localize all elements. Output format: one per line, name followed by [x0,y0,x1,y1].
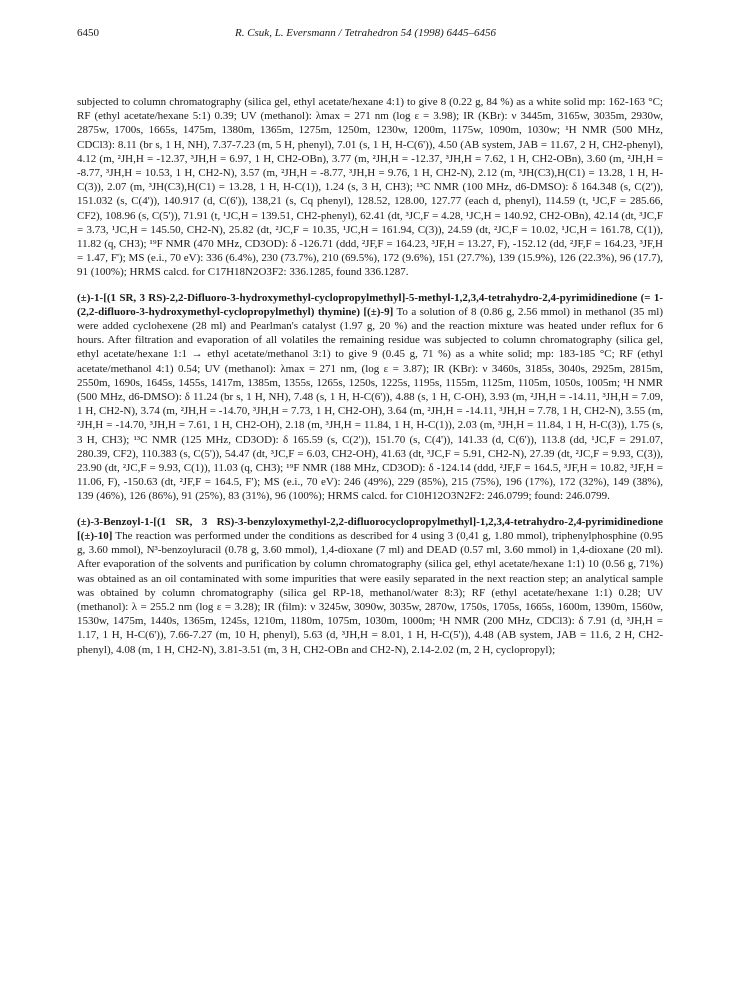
page-header [0,27,731,47]
paragraph-compound-8 [77,95,663,280]
paragraph-text: To a solution of 8 (0.86 g, 2.56 mmol) in methanol (35 ml) were added cyclohexene (28 ml) and Pearlman's catalyst (1.97 g, 20 %) and the reaction mixture was heated under reflux for 6 hours. After filtration and evaporation of all volatiles the remaining residue was subjected to column chromatography (silica gel, ethyl acetate/hexane 1:1 → ethyl acetate/methanol 3:1) to give 9 (0.45 g, 71 %) as a white solid; mp: 183-185 °C; RF (ethyl acetate/methanol 4:1) 0.54; UV (methanol): λmax = 271 nm, (log ε = 3.87); IR (KBr): ν 3460s, 3185s, 3040s, 2925m, 2815m, 2550m, 1690s, 1645s, 1455s, 1417m, 1385m, 1355s, 1265s, 1250s, 1225s, 1195s, 1155m, 1125m, 1105m, 1050s, 1005m; ¹H NMR (500 MHz, d6-DMSO): δ 11.24 (br s, 1 H, NH), 7.48 (s, 1 H, H-C(6')), 4.88 (s, 1 H, C-OH), 3.93 (m, ²JH,H = -14.11, ³JH,H = 7.09, 1 H, CH2-N), 3.74 (m, ²JH,H = -14.70, ³JH,H = 7.73, 1 H, CH2-OH), 3.64 (m, ²JH,H = -14.11, ³JH,H = 7.78, 1 H, CH2-N), 3.55 (m, ²JH,H = -14.70, ³JH,H = 7.61, 1 H, CH2-OH), 2.18 (m, ³JH,H = 11.84, 1 H, H-C(1)), 2.03 (m, ³JH,H = 11.84, 1 H, H-C(3)), 1.75 (s, 3 H, CH3); ¹³C NMR (125 MHz, CD3OD): δ 165.59 (s, C(2')), 151.70 (s, C(4')), 141.33 (d, C(6')), 113.8 (dd, ¹JC,F = 291.07, 280.39, CF2), 110.383 (s, C(5')), 54.47 (dt, ³JC,F = 6.03, CH2-OH), 41.63 (dt, ³JC,F = 5.91, CH2-N), 27.39 (dt, ²JC,F = 9.93, C(3)), 23.90 (dt, ²JC,F = 9.93, C(1)), 11.03 (q, CH3); ¹⁹F NMR (188 MHz, CD3OD): δ -124.14 (ddd, ²JF,F = 164.5, ³JF,H = 10.82, ³JF,H = 11.06, F), -150.63 (dt, ²JF,F = 164.5, F'); MS (e.i., 70 eV): 246 (49%), 229 (85%), 215 (75%), 196 (17%), 172 (32%), 149 (38%), 139 (46%), 126 (86%), 91 (25%), 83 (31%), 96 (100%); HRMS calcd. for C10H12O3N2F2: 246.0799; found: 246.0799. [77,305,664,503]
paragraph-text: subjected to column chromatography (silica gel, ethyl acetate/hexane 4:1) to give 8 (0.22 g, 84 %) as a white solid mp: 162-163 °C; RF (ethyl acetate/hexane 5:1) 0.39; UV (methanol): λmax = 271 nm (log ε = 3.98); IR (KBr): ν 3445m, 3165w, 3035m, 2930w, 2875w, 1700s, 1665s, 1475m, 1380m, 1365m, 1275m, 1250m, 1230w, 1200m, 1175w, 1090m, 1030w; ¹H NMR (500 MHz, CDCl3): 8.11 (br s, 1 H, NH), 7.37-7.23 (m, 5 H, phenyl), 7.01 (s, 1 H, H-C(6')), 4.50 (AB system, JAB = 11.67, 2 H, CH2-phenyl), 4.12 (m, ²JH,H = -12.37, ³JH,H = 6.97, 1 H, CH2-OBn), 3.77 (m, ²JH,H = -12.37, ³JH,H = 7.62, 1 H, CH2-OBn), 3.60 (m, ²JH,H = -8.77, ³JH,H = 10.53, 1 H, CH2-N), 3.57 (m, ²JH,H = -8.77, ³JH,H = 9.76, 1 H, CH2-N), 2.12 (m, ³JH(C3),H(C1) = 13.28, 1 H, H-C(3)), 2.07 (m, ³JH(C3),H(C1) = 13.28, 1 H, H-C(1)), 1.24 (s, 3 H, CH3); ¹³C NMR (100 MHz, d6-DMSO): δ 164.348 (s, C(2')), 151.032 (s, C(4')), 140.917 (d, C(6')), 138,21 (s, Cq phenyl), 128.52, 128.00, 127.77 (each d, phenyl), 114.59 (t, ¹JC,F = 285.66, CF2), 108.96 (s, C(5')), 71.91 (t, ¹JC,H = 139.51, CH2-phenyl), 62.41 (dt, ³JC,F = 4.28, ¹JC,H = 140.92, CH2-OBn), 42.14 (dt, ³JC,F = 3.73, ¹JC,H = 145.50, CH2-N), 25.82 (dt, ²JC,F = 10.35, ¹JC,H = 161.94, C(3)), 24.59 (dt, ²JC,F = 10.02, ¹JC,H = 161.78, C(1)), 11.82 (q, CH3); ¹⁹F NMR (470 MHz, CD3OD): δ -126.71 (ddd, ²JF,F = 164.23, ³JF,H = 13.27, F), -152.12 (dd, ²JF,F = 164.23, ³JF,H = 1.47, F'); MS (e.i., 70 eV): 336 (6.4%), 230 (73.7%), 210 (69.5%), 172 (9.6%), 151 (27.7%), 139 (15.9%), 126 (22.3%), 96 (17.7), 91 (100%); HRMS calcd. for C17H18N2O3F2: 336.1285, found 336.1287. [77,96,663,279]
compound-9-heading: (±)-1-[(1 SR, 3 RS)-2,2-Difluoro-3-hydroxymethyl-cyclopropylmethyl]-5-methyl-1,2,3,4-tetrahydro-2,4-pyrimidinedione (= 1-(2,2-difluoro-3-hydroxymethyl-cyclopropylmethyl) thymine) [(±)-9] [77,291,663,318]
compound-10-heading: (±)-3-Benzoyl-1-[(1 SR, 3 RS)-3-benzyloxymethyl-2,2-difluorocyclopropylmethyl]-1,2,3,4-tetrahydro-2,4-pyrimidinedione [(±)-10] [77,515,663,542]
article-body [77,95,663,668]
page-number: 6450 [77,27,99,39]
paragraph-text: The reaction was performed under the conditions as described for 4 using 3 (0,41 g, 1.80 mmol), triphenylphosphine (0.95 g, 3.60 mmol), N³-benzoyluracil (0.78 g, 3.60 mmol), 1,4-dioxane (7 ml) and DEAD (0.57 ml, 3.60 mmol) in 1,4-dioxane (20 ml). After evaporation of the solvents and purification by column chromatography (silica gel, ethyl acetate/hexane 1:1) 10 (0.56 g, 71%) was obtained as an oil contaminated with some impurities that were easily separated in the next reaction step; an analytical sample was obtained by column chromatography (silica gel RP-18, methanol/water 8:3); RF (ethyl acetate/hexane 1:1) 0.28; UV (methanol): λ = 255.2 nm (log ε = 3.28); IR (film): ν 3245w, 3090w, 3035w, 2870w, 1750s, 1705s, 1665s, 1600m, 1390m, 1560w, 1530w, 1475m, 1440s, 1365m, 1245s, 1210m, 1180m, 1075m, 1030m, 1000m; ¹H NMR (200 MHz, CDCl3): δ 7.91 (d, ³JH,H = 1.17, 1 H, H-C(6')), 7.66-7.27 (m, 10 H, phenyl), 5.63 (d, ³JH,H = 8.01, 1 H, H-C(5')), 4.48 (AB system, JAB = 11.6, 2 H, CH2-phenyl), 4.08 (m, 1 H, CH2-N), 3.81-3.51 (m, 3 H, CH2-OBn and CH2-N), 2.14-2.02 (m, 2 H, cyclopropyl); [77,529,663,656]
running-title: R. Csuk, L. Eversmann / Tetrahedron 54 (1998) 6445–6456 [234,27,497,39]
